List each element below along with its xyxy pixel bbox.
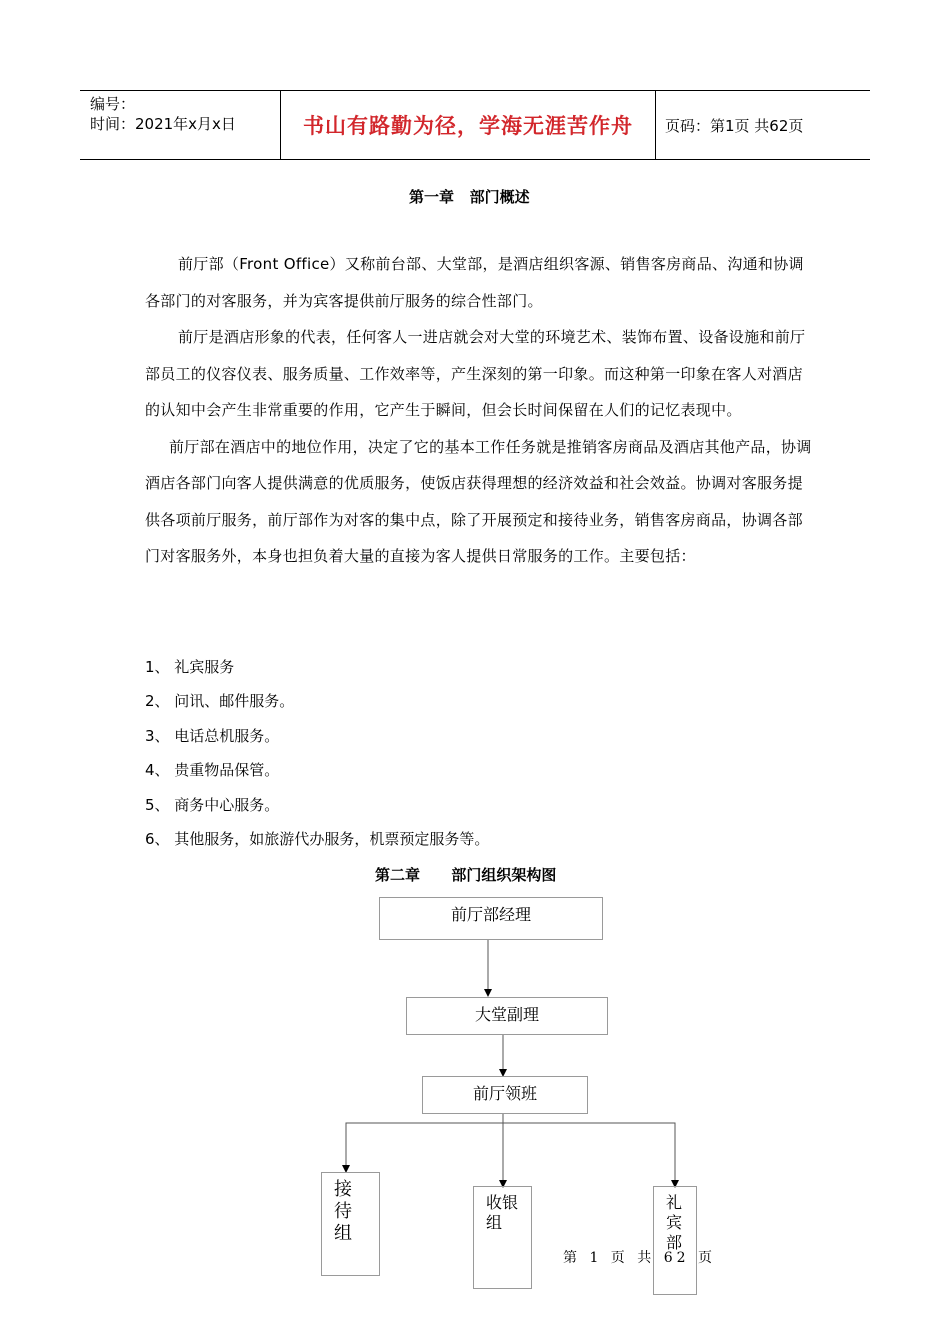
org-captain-label: 前厅领班 xyxy=(472,1084,537,1103)
motto-text: 书山有路勤为径，学海无涯苦作舟 xyxy=(303,114,633,138)
org-assistant-box xyxy=(406,997,608,1035)
page-info: 页码：第1页 共62页 xyxy=(665,116,804,135)
list-item: 3、 电话总机服务。 xyxy=(145,726,280,745)
chapter2-title: 第二章 部门组织架构图 xyxy=(375,866,557,884)
list-item: 4、 贵重物品保管。 xyxy=(145,761,280,780)
page-footer: 第 1 页 共 62 页 xyxy=(563,1250,716,1266)
time-label: 时间：2021年x月x日 xyxy=(90,115,236,133)
org-group-reception xyxy=(321,1172,380,1276)
org-captain-box xyxy=(422,1076,588,1114)
org-group-concierge-label: 礼宾部 xyxy=(666,1193,683,1252)
paragraph-1: 前厅部（Front Office）又称前台部、大堂部，是酒店组织客源、销售客房商品、沟通和协调各部门的对客服务，并为宾客提供前厅服务的综合性部门。 xyxy=(145,255,804,310)
paragraph-2: 前厅是酒店形象的代表，任何客人一进店就会对大堂的环境艺术、装饰布置、设备设施和前厅部员工的仪容仪表、服务质量、工作效率等，产生深刻的第一印象。而这种第一印象在客人对酒店的认知中会产生非常重要的作用，它产生于瞬间，但会长时间保留在人们的记忆表现中。 xyxy=(145,328,806,419)
org-assistant-label: 大堂副理 xyxy=(474,1005,539,1024)
org-group-cashier xyxy=(473,1186,532,1289)
org-manager-label: 前厅部经理 xyxy=(450,905,531,924)
org-group-concierge xyxy=(653,1186,697,1295)
list-item: 6、 其他服务，如旅游代办服务，机票预定服务等。 xyxy=(145,830,490,849)
list-item: 5、 商务中心服务。 xyxy=(145,795,280,814)
list-item: 1、 礼宾服务 xyxy=(145,658,235,676)
serial-label: 编号： xyxy=(90,95,136,113)
org-group-cashier-label: 收银组 xyxy=(486,1193,519,1232)
org-group-reception-label: 接待组 xyxy=(334,1179,352,1244)
paragraph-3: 前厅部在酒店中的地位作用，决定了它的基本工作任务就是推销客房商品及酒店其他产品，协调酒店各部门向客人提供满意的优质服务，使饭店获得理想的经济效益和社会效益。协调对客服务提供各项前厅服务，前厅部作为对客的集中点，除了开展预定和接待业务，销售客房商品，协调各部门对客服务外，本身也担负着大量的直接为客人提供日常服务的工作。主要包括： xyxy=(145,437,812,565)
list-item: 2、 问讯、邮件服务。 xyxy=(145,692,295,711)
chapter1-title: 第一章 部门概述 xyxy=(409,188,530,206)
org-manager-box xyxy=(379,897,603,940)
